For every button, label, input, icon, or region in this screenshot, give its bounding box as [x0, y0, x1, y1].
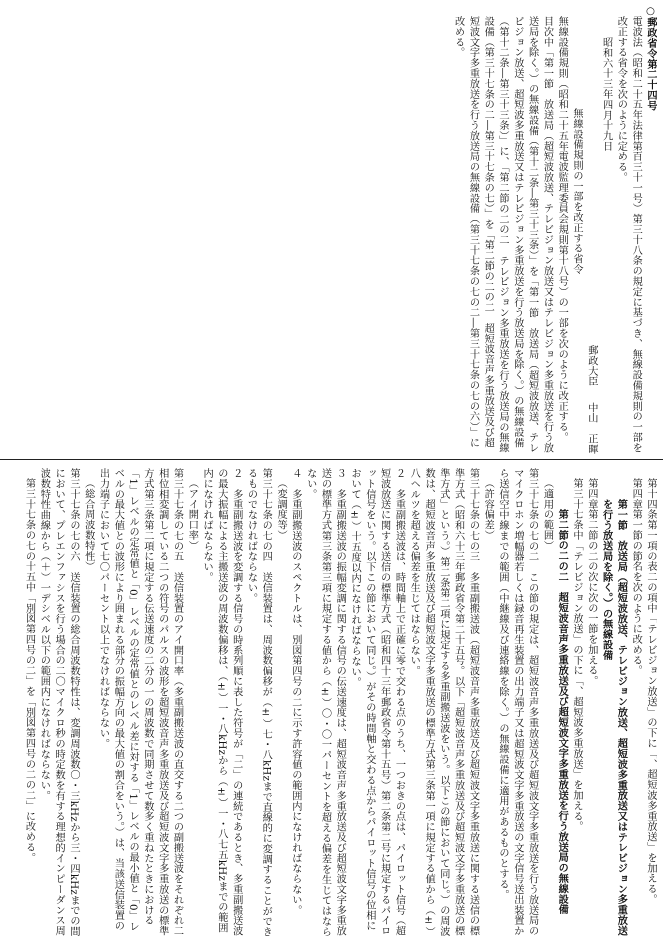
- article-paragraph: 第十四条第一項の表二の項中「テレビジョン放送」の下に「、超短波多重放送」を加える。: [645, 478, 656, 905]
- article-paragraph: ２ 多重副搬送波は、時間軸上で正確に零で交わる点のうち、一つおきの点は、パイロット信号（超短波放送に関する送信の標準方式（昭和四十三年郵政省令第十五号）第二条第二号に規定するパイロット信号をいう。以下この節において同じ。）がその時間軸と交わる点からパイロット信号の位相において（±）十五度以内になければならない。: [349, 468, 405, 936]
- article-paragraph: ４ 多重副搬送波のスペクトルは、別図第四号の二に示す許容値の範囲内になければならない。: [289, 468, 301, 916]
- article-paragraph: （変調度等）: [275, 478, 287, 541]
- article-paragraph: （許容偏差）: [482, 478, 494, 541]
- article-paragraph: 第四章第一節の節名を次のように改める。: [630, 478, 642, 676]
- section-heading: 第一節 放送局（超短波放送、テレビジョン放送、超短波多重放送又はテレビジョン多重放送を行う放送局を除く。）の無線設備: [600, 498, 627, 936]
- article-paragraph: （アイ開口率）: [186, 478, 198, 551]
- law-title: 無線設備規則の一部を改正する省令: [571, 108, 583, 275]
- article-paragraph: （総合周波数特性）: [82, 478, 94, 572]
- ordinance-paragraph-1: 無線設備規則（昭和二十五年電波監理委員会規則第十八号）の一部を次のように改正する。: [556, 16, 568, 443]
- article-paragraph: 第三十七条の七の二 この節の規定は、超短波音声多重放送及び超短波文字多重放送を行う放送局のマイクロホン増幅器若しくは録音再生装置の出力端子又は超短波文字多重放送の文字信号送出装置から送信空中線までの範囲（中継線及び連絡線を除く。）の無線設備に適用があるものとする。: [497, 468, 538, 936]
- section-heading: 第二節の二の二 超短波音声多重放送及び超短波文字多重放送を行う放送局の無線設備: [556, 508, 568, 915]
- amendment-section: [6, 468, 657, 938]
- minister-name: 中山 正暉: [585, 402, 597, 454]
- ordinance-intro: 電波法（昭和二十五年法律第百三十一号）第三十八条の規定に基づき、無線設備規則の一部を改正する省令を次のように定める。: [615, 16, 642, 453]
- article-paragraph: ２ 多重副搬送波を変調する信号の時系列順に表した符号が「二」の連続であるとき、多重副搬送波の最大振幅による主搬送波の周波数偏移は、（±）一・八kHzから（±）一・八七五kHzまでの範囲内になければならない。: [201, 468, 242, 936]
- article-paragraph: 第三十七条の七の六 送信装置の総合周波数特性は、変調周波数〇・三kHzから三・四kHzまでの間において、プレエンファシスを行う場合の二〇マイクロ秒の時定数を有する理想的インピーダンス周波数特性曲線から（＋）一デシベル以下の範囲内になければならない。: [38, 468, 79, 937]
- article-paragraph: 第三十七条の七の三 多重副搬送波（超短波音声多重放送及び超短波文字多重放送に関する送信の標準方式（昭和六十三年郵政省令第二十五号。以下「超短波音声多重放送及び超短波文字多重放送の標準方式」という。）第二条第二項に規定する多重副搬送波をいう。以下この節において同じ。）の周波数は、超短波音声多重放送及び超短波文字多重放送の標準方式第三条第一項に規定する値から（±）八ヘルツを超える偏差を生じてはならない。: [408, 468, 479, 937]
- article-paragraph: ３ 多重副搬送波の振幅変調に関する信号の伝送速度は、超短波音声多重放送及び超短波文字多重放送の標準方式第三条第三項に規定する値から（±）〇・〇一パーセントを超える偏差を生じてはならない。: [304, 468, 346, 937]
- article-paragraph: （適用の範囲）: [541, 478, 553, 551]
- article-paragraph: 第三十七条中「テレビジョン放送」の下に「、超短波多重放送」を加える。: [571, 478, 583, 832]
- ordinance-paragraph-2: 目次中「第一節 放送局（超短波放送、テレビジョン放送又はテレビジョン多重放送を行う放送局を除く。）の無線設備（第十二条―第三十三条）」を「第一節 放送局（超短波放送、テレビジョン放送、超短波多重放送又はテレビジョン多重放送を行う放送局を除く。）の無線設備（第十二条―第三十三条）」に、「第二節の二の二 テレビジョン多重放送を行う放送局の無線設備（第三十七条の二―第三十七条の七）」を「第二節の二の二 超短波音声多重放送及び超短波文字多重放送を行う放送局の無線設備（第三十七条の七の二―第三十七条の七の六）」に改める。: [452, 16, 553, 454]
- ordinance-section: [6, 6, 657, 454]
- article-paragraph: 第三十七条の七の四 送信装置は、周波数偏移が（±）七・八kHzまで直線的に変調することができるものでなければならない。: [245, 468, 272, 938]
- ordinance-date: 昭和六十三年四月十九日: [600, 36, 612, 151]
- section-divider: [0, 459, 663, 460]
- article-paragraph: 第四章第二節の二の次に次の一節を加える。: [585, 478, 597, 687]
- minister-title: 郵政大臣: [585, 345, 597, 387]
- ordinance-signature: [583, 6, 598, 454]
- article-paragraph: 第三十七条の七の五 送信装置のアイ開口率（多重副搬送波の直交する二つの副搬送波をそれぞれ二相位相変調している二つの符号のパルスの波形を超短波音声多重放送及び超短波文字多重放送の標準方式第三条第二項に規定する伝送速度の二分の一の周波数で同期させて数多く重ねたときにおける「1」レベルの定常値と「0」レベルの定常値とのレベル差に対する「1」レベルの最小値と「0」レベルの最大値との波形により囲まれる部分の振幅方向の最大値の割合をいう。）は、当該送信装置の出力端子において七〇パーセント以上でなければならない。: [97, 468, 183, 936]
- article-paragraph: 第三十七条の七の十五中「別図第四号の二」を「別図第四号の二の二」に改める。: [23, 478, 35, 863]
- ordinance-title: ○郵政省令第二十四号: [645, 6, 656, 111]
